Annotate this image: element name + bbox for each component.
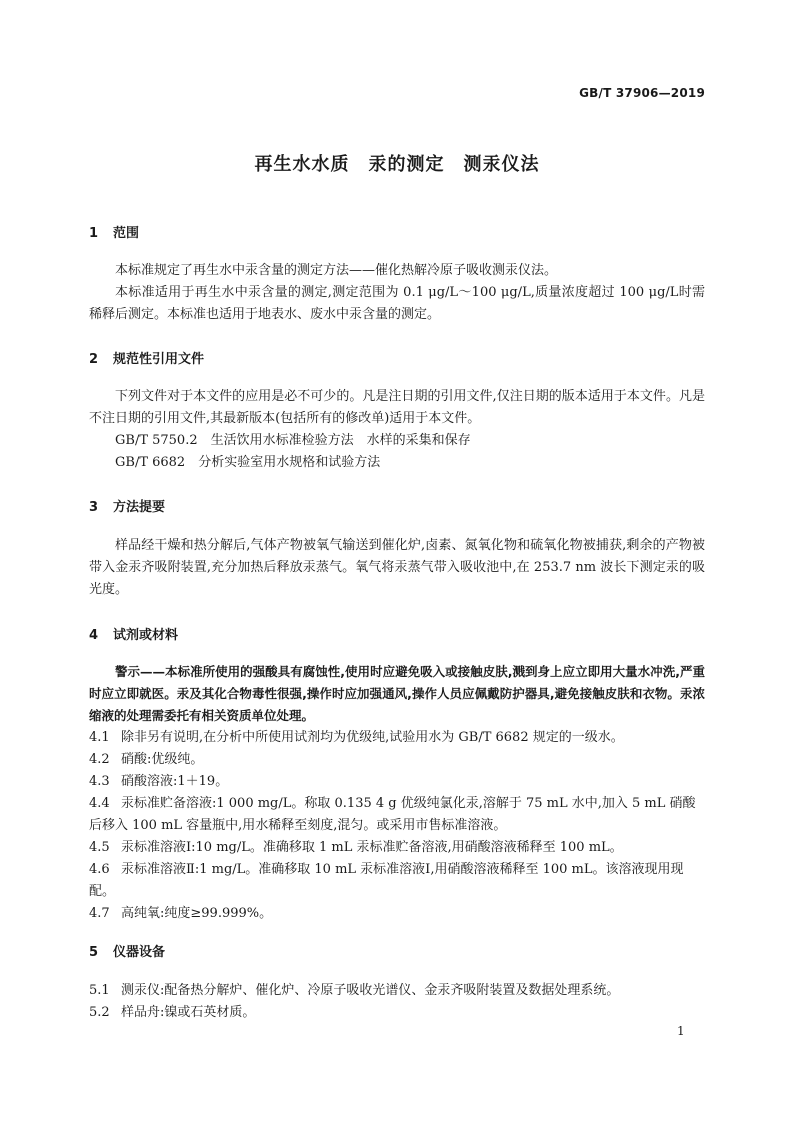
- item-text: 高纯氧:纯度≥99.999%。: [121, 906, 273, 921]
- list-item: [89, 859, 705, 903]
- section-heading-2: [89, 348, 204, 367]
- paragraph: 本标准规定了再生水中汞含量的测定方法——催化热解冷原子吸收测汞仪法。: [115, 263, 558, 278]
- list-item: [89, 980, 705, 1002]
- section-title: 试剂或材料: [113, 628, 179, 643]
- list-item: [89, 903, 705, 925]
- document-title: 再生水水质 汞的测定 测汞仪法: [254, 154, 540, 175]
- item-number: 4.2: [89, 752, 110, 767]
- paragraph: 样品经干燥和热分解后,气体产物被氧气输送到催化炉,卤素、氮氧化物和硫氧化物被捕获,剩余的产物被带入金汞齐吸附装置,充分加热后释放汞蒸气。氧气将汞蒸气带入吸收池中,在 253.7 nm 波长下测定汞的吸光度。: [89, 538, 705, 597]
- paragraph: 本标准适用于再生水中汞含量的测定,测定范围为 0.1 μg/L～100 μg/L,质量浓度超过 100 μg/L时需稀释后测定。本标准也适用于地表水、废水中汞含量的测定。: [89, 285, 705, 322]
- item-text: 测汞仪:配备热分解炉、催化炉、冷原子吸收光谱仪、金汞齐吸附装置及数据处理系统。: [121, 983, 620, 998]
- list-item: [89, 1002, 705, 1024]
- list-item: [89, 837, 705, 859]
- section-title: 仪器设备: [113, 945, 166, 960]
- section-heading-4: [89, 624, 178, 643]
- item-number: 4.3: [89, 774, 110, 789]
- list-item: [89, 727, 705, 749]
- section-number: 4: [89, 628, 99, 643]
- section-title: 方法提要: [113, 500, 166, 515]
- item-text: 样品舟:镍或石英材质。: [121, 1005, 256, 1020]
- normative-reference: GB/T 6682 分析实验室用水规格和试验方法: [115, 455, 381, 470]
- section-number: 3: [89, 500, 99, 515]
- item-text: 除非另有说明,在分析中所使用试剂均为优级纯,试验用水为 GB/T 6682 规定的一级水。: [121, 730, 624, 745]
- section-title: 规范性引用文件: [113, 352, 205, 367]
- item-text: 硝酸:优级纯。: [121, 752, 204, 767]
- item-number: 5.2: [89, 1005, 110, 1020]
- page-number: 1: [677, 1024, 685, 1038]
- paragraph: 下列文件对于本文件的应用是必不可少的。凡是注日期的引用文件,仅注日期的版本适用于本文件。凡是不注日期的引用文件,其最新版本(包括所有的修改单)适用于本文件。: [89, 389, 705, 426]
- item-number: 4.4: [89, 796, 110, 811]
- item-number: 5.1: [89, 983, 110, 998]
- warning-paragraph: 警示——本标准所使用的强酸具有腐蚀性,使用时应避免吸入或接触皮肤,溅到身上应立即用大量水冲洗,严重时应立即就医。汞及其化合物毒性很强,操作时应加强通风,操作人员应佩戴防护器具,避免接触皮肤和衣物。汞浓缩液的处理需委托有相关资质单位处理。: [89, 664, 705, 723]
- section-title: 范围: [113, 226, 140, 241]
- item-number: 4.1: [89, 730, 110, 745]
- normative-reference: GB/T 5750.2 生活饮用水标准检验方法 水样的采集和保存: [115, 433, 471, 448]
- section-number: 1: [89, 226, 99, 241]
- item-number: 4.7: [89, 906, 110, 921]
- section-number: 5: [89, 945, 99, 960]
- standard-code: GB/T 37906—2019: [579, 86, 705, 100]
- section-heading-3: [89, 496, 165, 515]
- section-heading-5: [89, 941, 165, 960]
- section-number: 2: [89, 352, 99, 367]
- item-text: 汞标准溶液Ⅱ:1 mg/L。准确移取 10 mL 汞标准溶液Ⅰ,用硝酸溶液稀释至 100 mL。该溶液现用现配。: [89, 862, 684, 899]
- item-number: 4.6: [89, 862, 110, 877]
- item-number: 4.5: [89, 840, 110, 855]
- item-text: 汞标准贮备溶液:1 000 mg/L。称取 0.135 4 g 优级纯氯化汞,溶解于 75 mL 水中,加入 5 mL 硝酸后移入 100 mL 容量瓶中,用水稀释至刻度,混匀。或采用市售标准溶液。: [89, 796, 696, 833]
- section-heading-1: [89, 222, 139, 241]
- list-item: [89, 771, 705, 793]
- list-item: [89, 793, 705, 837]
- item-text: 硝酸溶液:1＋19。: [121, 774, 229, 789]
- list-item: [89, 749, 705, 771]
- item-text: 汞标准溶液Ⅰ:10 mg/L。准确移取 1 mL 汞标准贮备溶液,用硝酸溶液稀释至 100 mL。: [121, 840, 623, 855]
